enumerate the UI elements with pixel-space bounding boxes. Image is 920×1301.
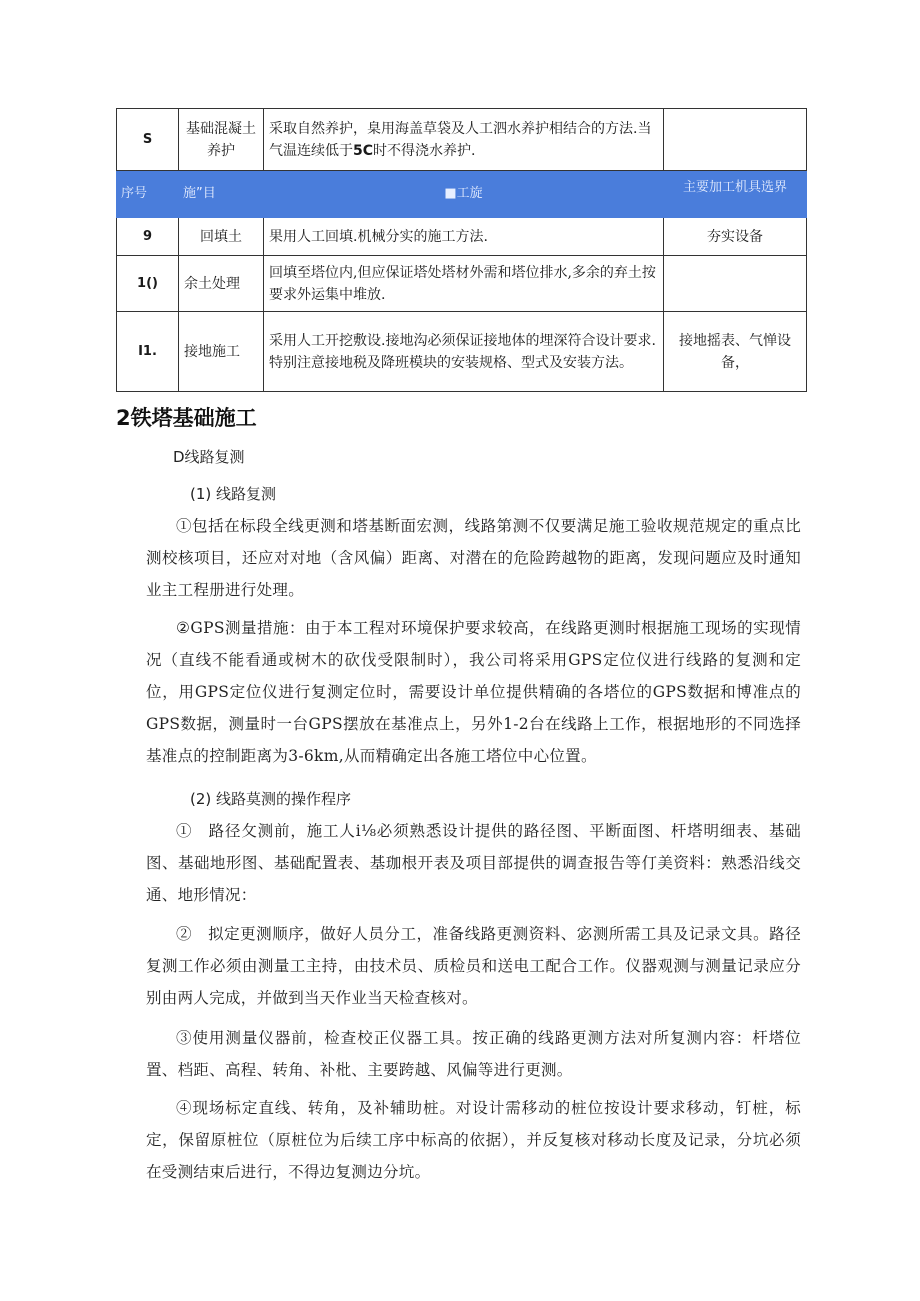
method-text: 采用人工开挖敷设.接地沟必须保证接地体的埋深符合设计要求.特别注意接地税及降班模块的安装规格、型式及安装方法。: [264, 312, 664, 392]
method-text: 采取自然养护，臬用海盖草袋及人工泗水养护相结合的方法.当气温连续低于5C时不得浇水养护.: [264, 109, 664, 171]
construction-method-table: [116, 108, 807, 392]
item-name: 余土处理: [179, 256, 264, 312]
subsection-heading: (2) 线路莫测的操作程序: [190, 790, 352, 808]
equipment-text: [664, 256, 807, 312]
subsection-heading: D线路复测: [173, 448, 245, 466]
method-text: 果用人工回填.机械分实的施工方法.: [264, 218, 664, 256]
row-number: I1.: [117, 312, 179, 392]
temperature-value: 5C: [353, 142, 374, 159]
equipment-text: 接地摇表、气惮设备，: [664, 312, 807, 392]
header-method: ■工旋: [264, 171, 664, 218]
method-text: 回填至塔位内,但应保证塔处塔材外需和塔位排水,多余的弃土按要求外运集中堆放.: [264, 256, 664, 312]
table-row: [117, 109, 807, 171]
table-header-row: [117, 171, 807, 218]
paragraph: ①包括在标段全线更测和塔基断面宏测，线路第测不仅要满足施工验收规范规定的重点比测校核项目，还应对对地（含风偏）距离、对潜在的危险跨越物的距离，发现问题应及时通知业主工程册进行处理。: [146, 517, 801, 599]
item-name: 回填土: [179, 218, 264, 256]
header-equipment: 主要加工机具选界: [664, 171, 807, 218]
paragraph: ② 拟定更测顺序，做好人员分工，准备线路更测资料、宓测所需工具及记录文具。路径复测工作必须由测量工主持，由技术员、质检员和送电工配合工作。仪器观测与测量记录应分别由两人完成，并做到当天作业当天检查核对。: [146, 925, 801, 1007]
row-number: S: [117, 109, 179, 171]
row-number: 9: [117, 218, 179, 256]
item-name: 基础混凝土养护: [179, 109, 264, 171]
header-item: 施”目: [179, 171, 264, 218]
equipment-text: [664, 109, 807, 171]
section-title: 2铁塔基础施工: [116, 406, 257, 430]
paragraph: ②GPS测量措施：由于本工程对环境保护要求较高，在线路更测时根据施工现场的实现情况（直线不能看通或树木的砍伐受限制时），我公司将采用GPS定位仪进行线路的复测和定位，用GPS定位仪进行复测定位时，需要设计单位提供精确的各塔位的GPS数据和博准点的GPS数据，测量时一台GPS摆放在基准点上，另外1-2台在线路上工作，根据地形的不同选择基准点的控制距离为3-6km,从而精确定出各施工塔位中心位置。: [146, 619, 801, 765]
item-name: 接地施工: [179, 312, 264, 392]
paragraph: ④现场标定直线、转角，及补辅助桩。对设计需移动的桩位按设计要求移动，钉桩，标定，保留原桩位（原桩位为后续工序中标高的依据），并反复核对移动长度及记录，分坑必须在受测结束后进行，不得边复测边分坑。: [146, 1099, 801, 1181]
paragraph: ① 路径攵测前，施工人i⅛必须熟悉设计提供的路径图、平断面图、杆塔明细表、基础图、基础地形图、基础配置表、基珈根开表及项目部提供的调查报告等仃美资料：熟悉沿线交通、地形情况：: [146, 822, 801, 904]
paragraph: ③使用测量仪器前，检查校正仪器工具。按正确的线路更测方法对所复测内容：杆塔位置、档距、高程、转角、补枇、主要跨越、风偏等进行更测。: [146, 1029, 801, 1079]
table-row: [117, 312, 807, 392]
equipment-text: 夯实设备: [664, 218, 807, 256]
header-serial: 序号: [117, 171, 179, 218]
row-number: 1(): [117, 256, 179, 312]
subsection-heading: (1) 线路复测: [190, 485, 277, 503]
table-row: [117, 218, 807, 256]
table-row: [117, 256, 807, 312]
